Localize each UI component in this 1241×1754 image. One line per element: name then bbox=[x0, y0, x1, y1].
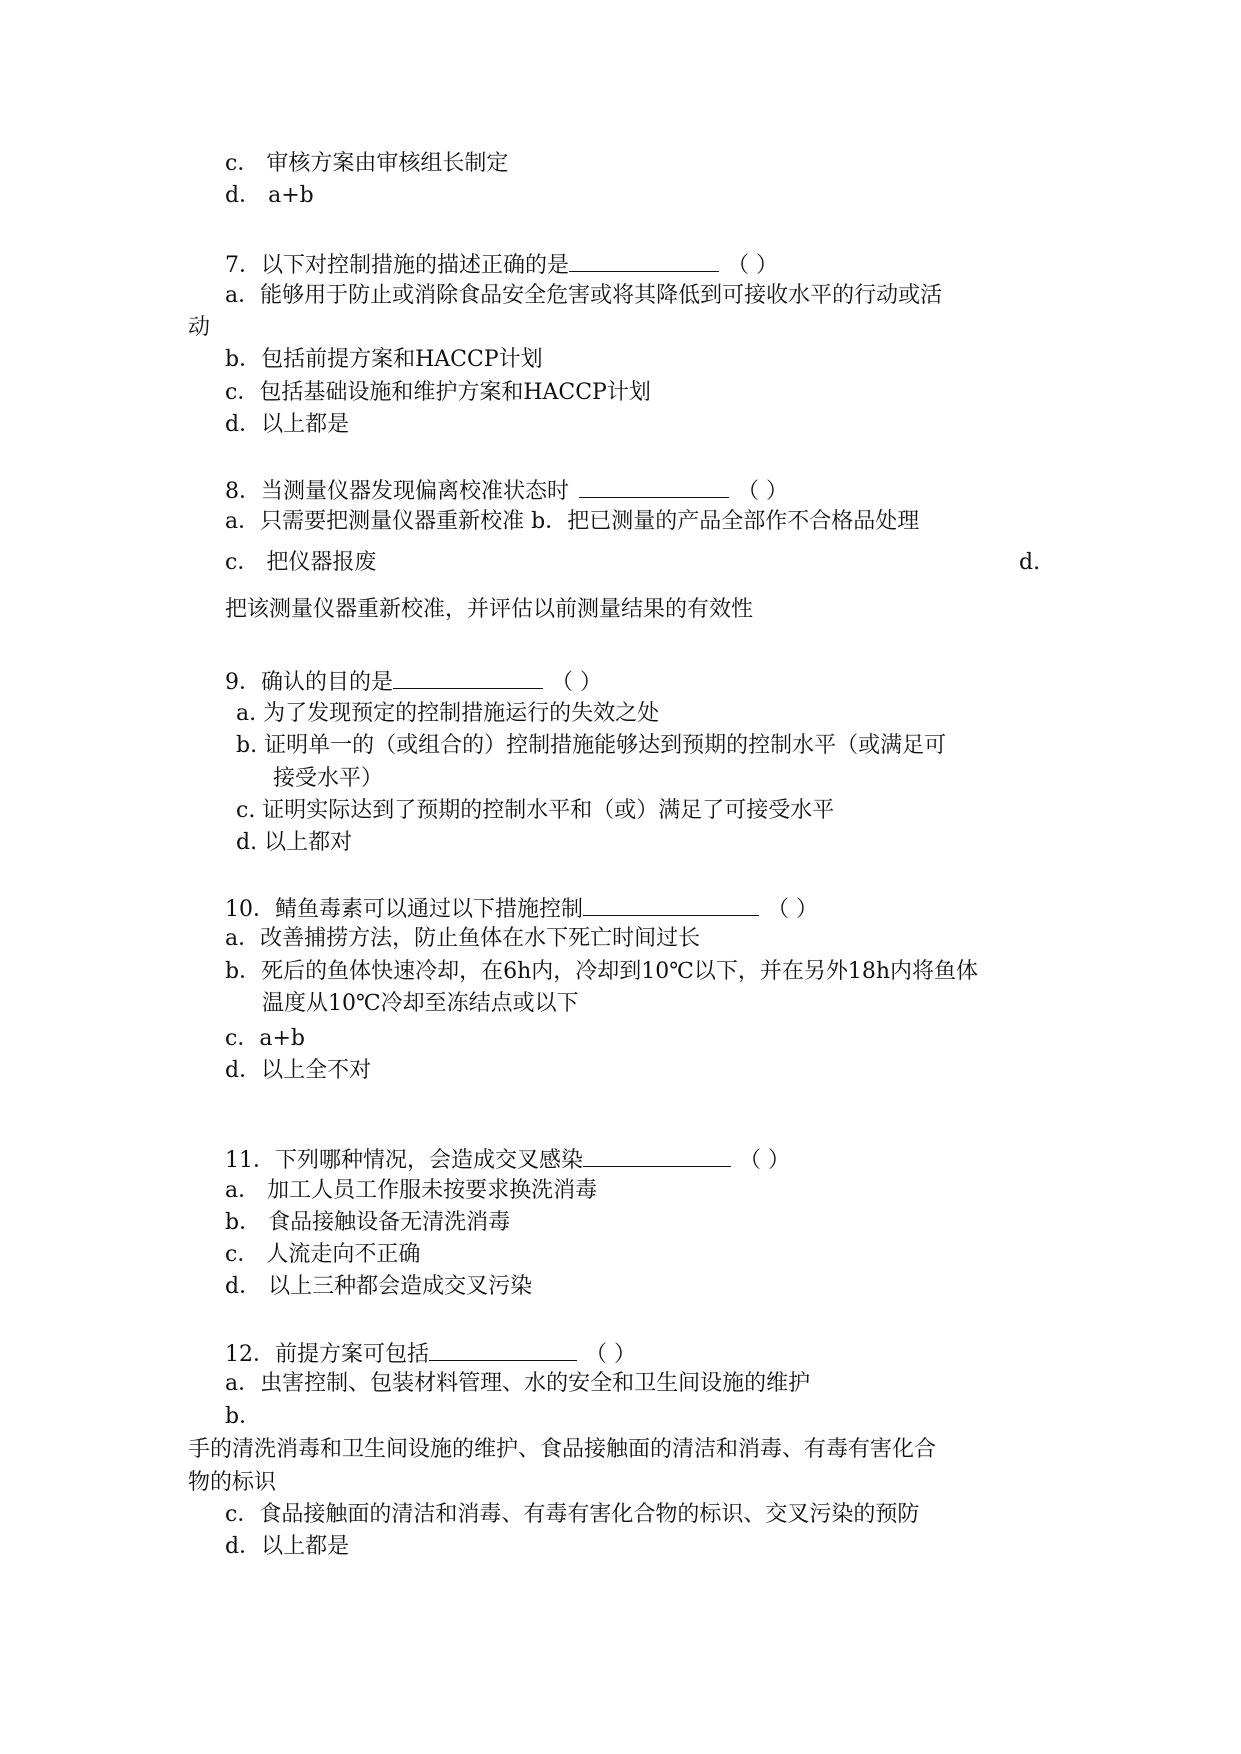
q8-options-a-b: a．只需要把测量仪器重新校准 b．把已测量的产品全部作不合格品处理 bbox=[225, 509, 920, 534]
q8-option-c: c． 把仪器报废 bbox=[225, 550, 377, 575]
q10-paren: （ ） bbox=[767, 897, 818, 922]
q12-stem: 12．前提方案可包括 bbox=[225, 1342, 429, 1367]
q12-question bbox=[225, 1338, 636, 1369]
q7-option-b: b．包括前提方案和HACCP计划 bbox=[225, 347, 543, 372]
q11-stem: 11．下列哪种情况，会造成交叉感染 bbox=[225, 1148, 583, 1173]
q9-paren: （ ） bbox=[551, 670, 602, 695]
q9-stem: 9．确认的目的是 bbox=[225, 670, 393, 695]
q6-option-c: c． 审核方案由审核组长制定 bbox=[225, 151, 509, 176]
q9-answer-blank bbox=[393, 666, 543, 689]
q12-option-b-line1: 手的清洗消毒和卫生间设施的维护、食品接触面的清洁和消毒、有毒有害化合 bbox=[188, 1437, 937, 1462]
q9-option-a: a. 为了发现预定的控制措施运行的失效之处 bbox=[236, 701, 660, 726]
q12-option-d: d．以上都是 bbox=[225, 1534, 350, 1559]
q9-question bbox=[225, 666, 602, 697]
q11-option-c: c． 人流走向不正确 bbox=[225, 1242, 421, 1267]
q8-paren: （ ） bbox=[737, 479, 788, 504]
q12-option-a: a．虫害控制、包装材料管理、水的安全和卫生间设施的维护 bbox=[225, 1371, 811, 1396]
q7-option-a-line1: a．能够用于防止或消除食品安全危害或将其降低到可接收水平的行动或活 bbox=[225, 283, 943, 308]
q11-answer-blank bbox=[583, 1144, 731, 1167]
q7-stem: 7．以下对控制措施的描述正确的是 bbox=[225, 253, 569, 278]
q7-paren: （ ） bbox=[727, 253, 778, 278]
q8-question bbox=[225, 475, 788, 506]
q8-answer-blank bbox=[579, 475, 729, 498]
q7-option-c: c．包括基础设施和维护方案和HACCP计划 bbox=[225, 380, 651, 405]
q8-stem: 8．当测量仪器发现偏离校准状态时 bbox=[225, 479, 569, 504]
q6-option-d: d． a+b bbox=[225, 183, 314, 208]
q9-option-b-line2: 接受水平） bbox=[273, 766, 384, 791]
q10-question bbox=[225, 893, 818, 924]
q10-stem: 10．鲭鱼毒素可以通过以下措施控制 bbox=[225, 897, 583, 922]
q7-answer-blank bbox=[569, 249, 719, 272]
q7-option-d: d．以上都是 bbox=[225, 412, 350, 437]
q8-option-d-label: d. bbox=[1019, 550, 1041, 575]
q10-option-c: c．a+b bbox=[225, 1026, 305, 1051]
q7-option-a-line2: 动 bbox=[188, 315, 211, 340]
q11-paren: （ ） bbox=[739, 1148, 790, 1173]
q11-option-a: a． 加工人员工作服未按要求换洗消毒 bbox=[225, 1178, 598, 1203]
q9-option-b-line1: b. 证明单一的（或组合的）控制措施能够达到预期的控制水平（或满足可 bbox=[236, 733, 947, 758]
q10-option-b-line2: 温度从10℃冷却至冻结点或以下 bbox=[262, 991, 579, 1016]
q12-answer-blank bbox=[429, 1338, 577, 1361]
q8-option-d-text: 把该测量仪器重新校准，并评估以前测量结果的有效性 bbox=[225, 597, 754, 622]
q9-option-d: d. 以上都对 bbox=[236, 830, 353, 855]
q12-option-b-label: b． bbox=[225, 1404, 262, 1429]
q11-option-b: b． 食品接触设备无清洗消毒 bbox=[225, 1210, 511, 1235]
q12-option-b-line2: 物的标识 bbox=[188, 1470, 277, 1495]
q10-answer-blank bbox=[583, 893, 759, 916]
q10-option-a: a．改善捕捞方法，防止鱼体在水下死亡时间过长 bbox=[225, 926, 701, 951]
q11-question bbox=[225, 1144, 790, 1175]
q11-option-d: d． 以上三种都会造成交叉污染 bbox=[225, 1274, 533, 1299]
q9-option-c: c. 证明实际达到了预期的控制水平和（或）满足了可接受水平 bbox=[236, 798, 835, 823]
q12-paren: （ ） bbox=[585, 1342, 636, 1367]
q10-option-b-line1: b．死后的鱼体快速冷却，在6h内，冷却到10℃以下，并在另外18h内将鱼体 bbox=[225, 959, 979, 984]
q10-option-d: d．以上全不对 bbox=[225, 1058, 372, 1083]
q7-question bbox=[225, 249, 778, 280]
q12-option-c: c．食品接触面的清洁和消毒、有毒有害化合物的标识、交叉污染的预防 bbox=[225, 1502, 920, 1527]
